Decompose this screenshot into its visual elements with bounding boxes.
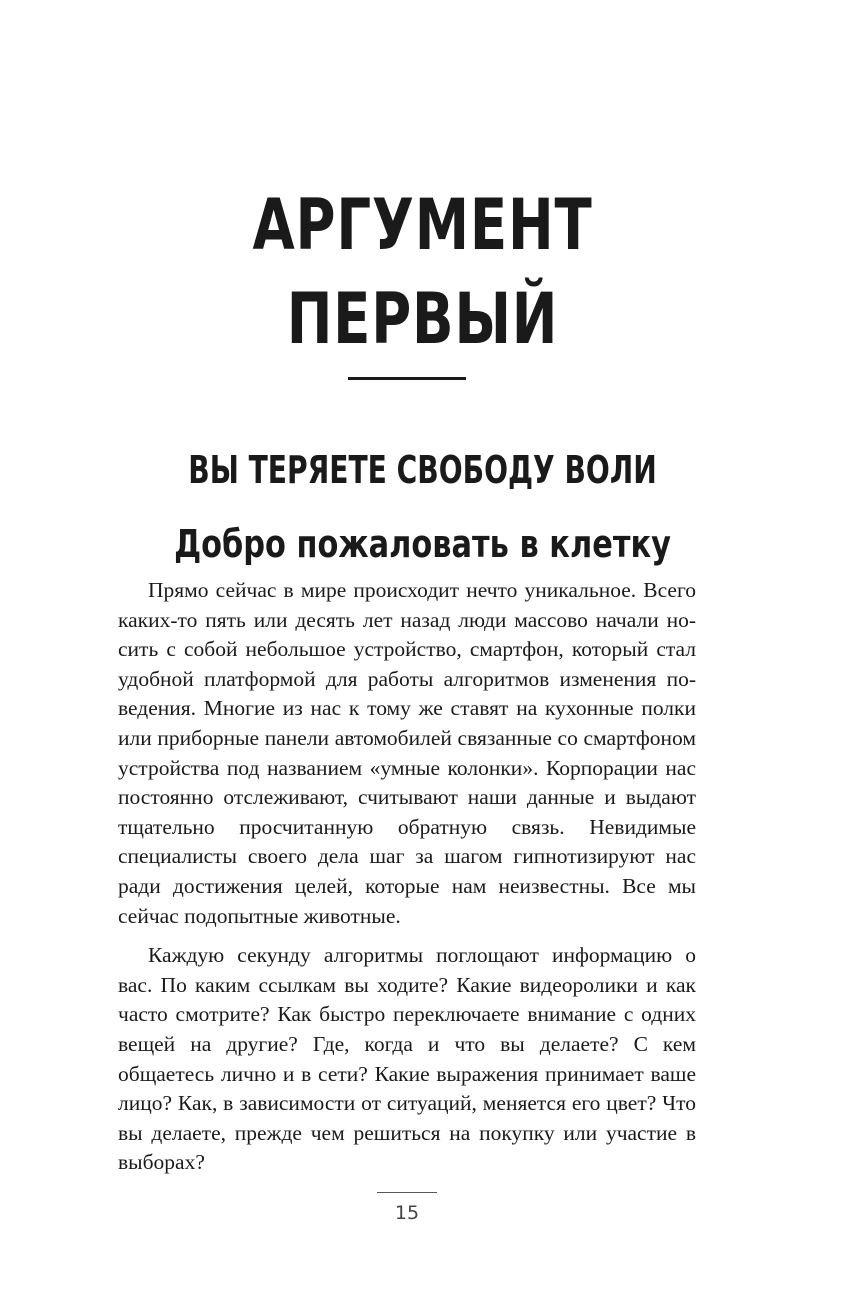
chapter-title-line-1: АРГУМЕНТ: [252, 184, 593, 266]
paragraph-2: Каждую секунду алгоритмы поглощают информацию о вас. По каким ссылкам вы ходите? Какие видеоролики и как часто смотрите? Как быстро переключаете внимание с одних вещей на другие? Где, когда и что вы делаете? С кем общаетесь лично и в сети? Какие выражения принимает ваше лицо? Как, в зависимости от ситуаций, меняется его цвет? Что вы делаете, прежде чем решиться на покупку или участие в выборах?: [118, 943, 696, 1175]
subsection-title: Добро пожаловать в клетку: [174, 522, 671, 566]
body-text: [118, 576, 696, 1188]
chapter-title-line-2: ПЕРВЫЙ: [286, 278, 559, 360]
footer-divider: [377, 1192, 437, 1193]
chapter-title: [93, 178, 752, 366]
paragraph-1: Прямо сейчас в мире происходит нечто уникальное. Всего каких-то пять или десять лет назад люди массово начали носить с собой небольшое устройство, смартфон, который стал удобной платформой для работы алгоритмов изменения поведения. Многие из нас к тому же ставят на кухонные полки или приборные панели автомобилей связанные со смартфоном устройства под названием «умные колонки». Корпорации нас постоянно отслеживают, считывают наши данные и выдают тщательно просчитанную обратную связь. Невидимые специалисты своего дела шаг за шагом гипнотизируют нас ради достижения целей, которые нам неизвестны. Все мы сейчас подопытные животные.: [118, 578, 696, 928]
title-divider: [348, 377, 466, 380]
section-title: ВЫ ТЕРЯЕТЕ СВОБОДУ ВОЛИ: [188, 448, 657, 492]
page-number: 15: [394, 1202, 420, 1224]
